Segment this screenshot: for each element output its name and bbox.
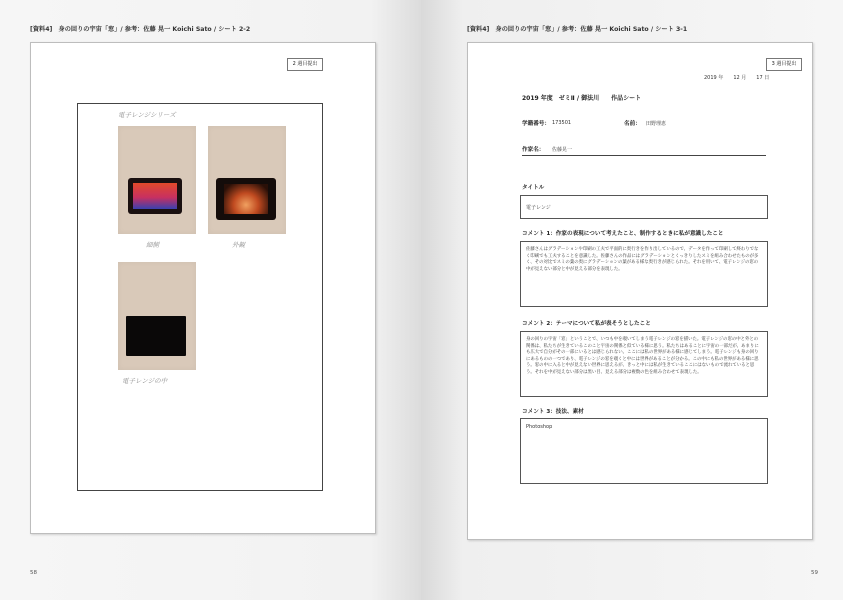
page-number-right: 59 xyxy=(811,570,818,576)
caption-2: 外観 xyxy=(232,241,245,249)
artwork-photo-3 xyxy=(118,262,196,370)
gradient-glow-1 xyxy=(133,183,177,209)
comment3-label: コメント 3：技法、素材 xyxy=(522,409,584,415)
handwritten-title: 電子レンジシリーズ xyxy=(118,111,176,119)
right-page-header: [資料4] 身の回りの宇宙「窓」/ 参考：佐藤 晃一 Koichi Sato / シート 3-1 xyxy=(467,26,688,33)
left-page-header: [資料4] 身の回りの宇宙「窓」/ 参考：佐藤 晃一 Koichi Sato / シート 2-2 xyxy=(30,26,251,33)
title-label: タイトル xyxy=(522,185,545,191)
form-title: 2019 年度 ゼミⅡ / 御法川 作品シート xyxy=(522,95,642,102)
left-sheet xyxy=(30,42,376,534)
title-value: 電子レンジ xyxy=(526,205,551,211)
name: 田野理恵 xyxy=(646,121,667,127)
microwave-window-2 xyxy=(216,178,276,220)
comment3-text: Photoshop xyxy=(526,424,553,430)
artist: 佐藤晃一 xyxy=(552,147,573,153)
comment1-text: 佐藤さんはグラデーションや印刷の工夫で平面的に奥行きを作り出しているので、データを作って印刷して終わりでなく印刷でも工夫することを意識した。佐藤さんの作品にはグラデーションとくっきりしたスミを組み合わせたものが多く、その対比でスミの葉の奥にグラデーションの葉がある様な奥行きが感じられた。それを用いて、電子レンジの窓の中が見えない部分と中が見える部分を表現した。 xyxy=(526,247,759,272)
comment2-text: 身の回りの宇宙「窓」ということで、いつも中を覗いてしまう電子レンジの窓を描いた。電子レンジの窓の中と外との関係は、私たちが生きているこのこと宇宙の関係と似ている様に思う。私たちはあることに宇宙の一部だが、あまりにも広大で自分がその一部にいるとは感じられない。ここには私の世界がある様に感じてしまう。電子レンジも身の回りにあるものの一つであり、電子レンジの窓を覗くと中には世界があることが分かる。この中にも私の世界がある様に思う。窓の中に入ると中が見えない世界に思えるが、きっと中には私が生きているここにはないもので流れていると思う。それを中が見えない部分は黒い目、見える部分は複数の色を組み合わせて表現した。 xyxy=(526,337,759,375)
left-page xyxy=(0,0,421,600)
comment1-label: コメント 1：作家の表現について考えたこと、制作するときに私が意識したこと xyxy=(522,231,724,237)
name-label: 名前： xyxy=(624,121,641,127)
right-sheet xyxy=(467,42,813,540)
student-no-label: 学籍番号： xyxy=(522,121,550,127)
dark-window xyxy=(126,316,186,356)
page-number-left: 58 xyxy=(30,570,37,576)
artist-underline xyxy=(522,155,766,156)
caption-3: 電子レンジの中 xyxy=(122,377,168,385)
title-box xyxy=(520,195,768,219)
right-page xyxy=(421,0,843,600)
comment2-label: コメント 2：テーマについて私が表そうとしたこと xyxy=(522,321,651,327)
submission-stamp: 2 週目提出 xyxy=(287,58,323,71)
artwork-frame xyxy=(77,103,323,491)
comment3-box xyxy=(520,418,768,484)
student-no: 173501 xyxy=(552,120,572,126)
comment2-box xyxy=(520,331,768,397)
artwork-photo-2 xyxy=(208,126,286,234)
submission-stamp-right: 3 週目提出 xyxy=(766,58,802,71)
artist-label: 作家名： xyxy=(522,147,545,153)
artwork-photo-1 xyxy=(118,126,196,234)
caption-1: 細側 xyxy=(146,241,159,249)
comment1-box xyxy=(520,241,768,307)
date: 2019 年 12 月 17 日 xyxy=(704,75,770,81)
microwave-window-1 xyxy=(128,178,182,214)
orange-glow xyxy=(224,184,268,214)
